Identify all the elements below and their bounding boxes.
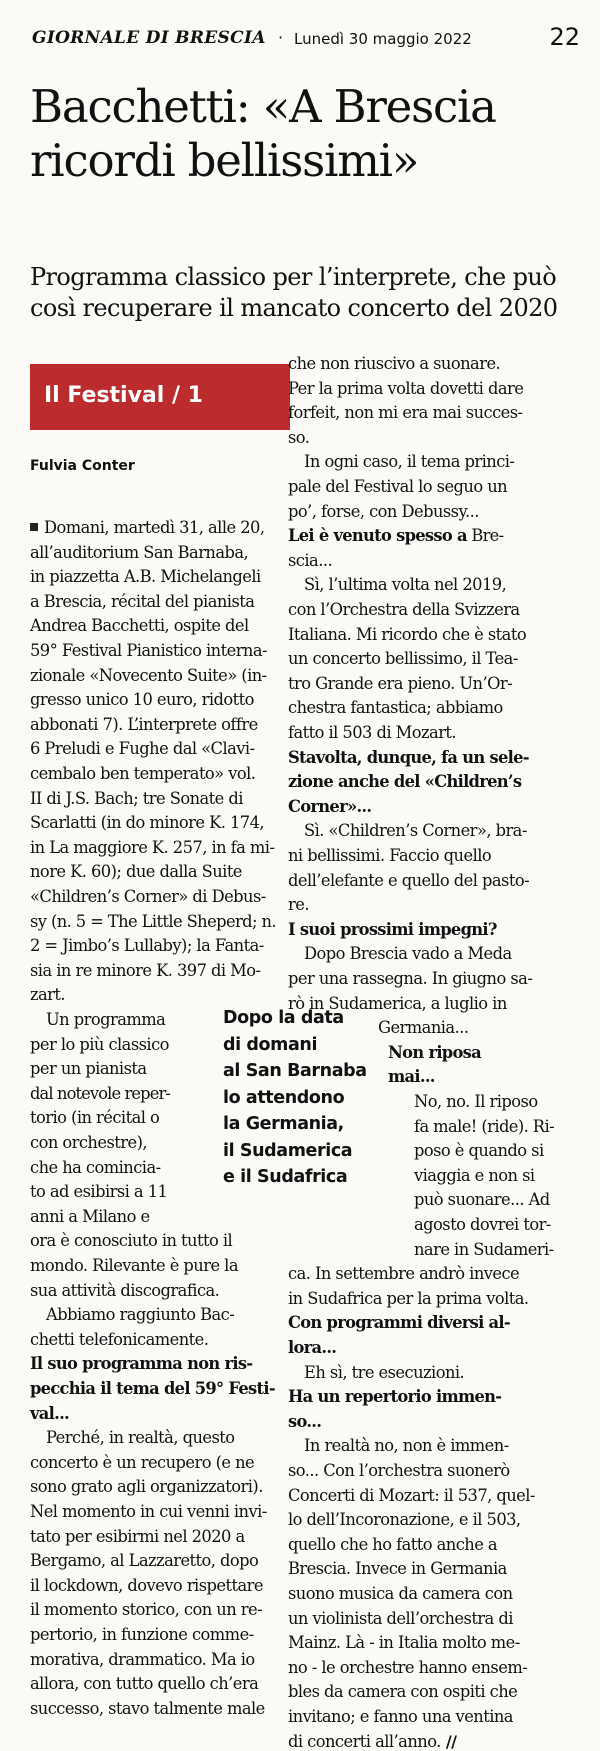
article-line-text: rò in Sudamerica, a luglio in — [288, 993, 507, 1013]
article-line-text: Bergamo, al Lazzaretto, dopo — [30, 1551, 259, 1571]
article-line — [288, 379, 523, 398]
article-line — [30, 641, 267, 660]
article-line-text: Scarlatti (in do minore K. 174, — [30, 813, 265, 833]
article-line — [288, 846, 491, 865]
article-line — [288, 1264, 519, 1283]
article-line-text: Perché, in realtà, questo — [46, 1428, 235, 1448]
article-line-text: il momento storico, con un re- — [30, 1600, 263, 1620]
article-line-text: sia in re minore K. 397 di Mo- — [30, 960, 261, 980]
article-line — [288, 1535, 497, 1554]
article-line — [288, 674, 512, 693]
article-line-text: il lockdown, dovevo rispettare — [30, 1575, 263, 1595]
article-line-text: poso è quando si — [414, 1141, 544, 1161]
headline-line: Bacchetti: «A Brescia — [30, 80, 496, 133]
article-line-text: un concerto bellissimo, il Tea- — [288, 649, 518, 669]
pull-quote — [223, 1005, 367, 1191]
article-line-text: che non riuscivo a suonare. — [288, 354, 501, 373]
article-line — [288, 1609, 513, 1628]
bullet-icon — [30, 523, 38, 531]
article-line-text: sy (n. 5 = The Little Sheperd; n. — [30, 911, 276, 931]
article-line — [30, 1650, 255, 1669]
article-line-text: agosto dovrei tor- — [414, 1215, 551, 1234]
article-line — [30, 616, 249, 635]
article-line-text: po’, forse, con Debussy... — [288, 501, 479, 521]
article-line-text: in Sudafrica per la prima volta. — [288, 1288, 529, 1308]
article-line-text: Nel momento in cui venni invi- — [30, 1502, 267, 1521]
article-line-text: abbonati 7). L’interprete offre — [30, 714, 258, 734]
article-line — [288, 625, 526, 644]
article-line — [304, 944, 512, 963]
article-line — [288, 1559, 507, 1578]
article-line-text: Lei è venuto spesso a — [288, 526, 467, 546]
article-line — [288, 1486, 535, 1505]
pull-quote-line: lo attendono — [223, 1087, 345, 1108]
article-line — [30, 518, 264, 537]
article-line — [414, 1215, 551, 1234]
article-line-text: «Children’s Corner» di Debus- — [30, 887, 266, 906]
article-line-text: In ogni caso, il tema princi- — [304, 452, 515, 472]
article-line-text: 59° Festival Pianistico interna- — [30, 641, 267, 660]
article-line-text: un violinista dell’orchestra di — [288, 1608, 513, 1628]
article-line — [288, 403, 523, 422]
article-line-text: con orchestre), — [30, 1133, 147, 1152]
pull-quote-line: la Germania, — [223, 1114, 344, 1134]
article-line-text: chetti telefonicamente. — [30, 1329, 209, 1349]
article-line — [30, 567, 261, 586]
article-line — [30, 1600, 262, 1619]
article-line — [30, 715, 258, 734]
article-line-text: per lo più classico — [30, 1034, 169, 1054]
article-line — [288, 1412, 321, 1431]
article-line — [30, 739, 255, 758]
article-line-text: forfeit, non mi era mai succes- — [288, 403, 523, 423]
article-line-text: morativa, drammatico. Ma io — [30, 1649, 255, 1669]
article-line — [30, 1059, 147, 1078]
article-line-text: Eh sì, tre esecuzioni. — [304, 1362, 465, 1382]
article-line — [30, 764, 255, 783]
article-line-text: lo dell’Incoronazione, e il 503, — [288, 1510, 521, 1530]
issue-date: Lunedì 30 maggio 2022 — [294, 30, 472, 48]
article-line-text: Bre- — [466, 526, 504, 546]
article-line — [288, 1510, 521, 1529]
article-line — [30, 1527, 245, 1546]
pull-quote-line: di domani — [223, 1034, 318, 1055]
pull-quote-line: e il Sudafrica — [223, 1167, 348, 1187]
article-line — [30, 936, 264, 955]
article-line — [30, 1453, 254, 1472]
article-line-text: zionale «Novecento Suite» (in- — [30, 665, 267, 685]
article-line-text: lora... — [288, 1338, 337, 1357]
article-line — [288, 772, 521, 791]
article-line — [288, 1461, 510, 1480]
article-line — [288, 1338, 336, 1357]
article-line — [304, 1436, 509, 1455]
article-line-text: tro Grande era pieno. Un’Or- — [288, 673, 513, 693]
article-line — [414, 1117, 554, 1136]
article-line — [288, 1584, 513, 1603]
article-line — [288, 1387, 501, 1406]
article-line — [288, 649, 518, 668]
article-line-text: scia... — [288, 550, 333, 570]
article-line-text: ni bellissimi. Faccio quello — [288, 846, 492, 865]
article-line — [30, 1158, 161, 1177]
article-line-text: pecchia il tema del 59° Festi- — [30, 1379, 275, 1398]
page-number: 22 — [549, 23, 580, 51]
article-line — [288, 502, 479, 521]
article-line-text: sono grato agli organizzatori). — [30, 1477, 263, 1497]
subheadline-line: Programma classico per l’interprete, che può — [30, 263, 557, 291]
article-line — [288, 1633, 520, 1652]
article-line — [30, 1674, 258, 1693]
article-line-text: Per la prima volta dovetti dare — [288, 378, 524, 398]
article-line-text: per un pianista — [30, 1059, 147, 1079]
article-line — [288, 477, 507, 496]
article-line — [288, 1313, 510, 1332]
article-line — [30, 838, 274, 857]
article-line-text: suono musica da camera con — [288, 1584, 513, 1603]
article-line — [304, 575, 506, 594]
article-line-text: so... — [288, 1411, 322, 1431]
article-line — [288, 698, 503, 717]
article-line — [414, 1166, 535, 1185]
article-line-text: Ha un repertorio immen- — [288, 1387, 502, 1407]
byline: Fulvia Conter — [30, 458, 135, 474]
section-tag-label: Il Festival / 1 — [44, 383, 203, 408]
article-line — [288, 895, 309, 914]
article-line-text: Un programma — [46, 1010, 166, 1029]
article-line — [288, 969, 532, 988]
subheadline-line: così recuperare il mancato concerto del 2020 — [30, 294, 558, 322]
article-line-text: Sì. «Children’s Corner», bra- — [304, 821, 527, 841]
article-line — [30, 1576, 263, 1595]
article-line-text: Mainz. Là - in Italia molto me- — [288, 1633, 520, 1653]
end-mark-icon: // — [440, 1731, 457, 1751]
article-line-text: ca. In settembre andrò invece — [288, 1264, 520, 1284]
article-line — [30, 789, 243, 808]
article-line-text: fatto il 503 di Mozart. — [288, 723, 457, 742]
article-line-text: pale del Festival lo seguo un — [288, 477, 508, 496]
article-line-text: in La maggiore K. 257, in fa mi- — [30, 837, 275, 857]
pull-quote-line: il Sudamerica — [223, 1140, 353, 1161]
article-line — [46, 1305, 234, 1324]
article-line — [30, 666, 267, 685]
header-separator: · — [278, 28, 284, 47]
article-line — [30, 813, 264, 832]
article-line-text: torio (in récital o — [30, 1108, 160, 1128]
article-line-text: che ha comincia- — [30, 1157, 161, 1177]
article-line — [288, 600, 520, 619]
article-line-text: mondo. Rilevante è pure la — [30, 1256, 238, 1275]
subheadline — [30, 262, 590, 324]
article-line-text: anni a Milano e — [30, 1206, 150, 1226]
article-line-text: cembalo ben temperato» vol. — [30, 764, 256, 783]
page-header — [32, 22, 582, 52]
headline — [30, 80, 590, 188]
article-line-text: pertorio, in funzione comme- — [30, 1625, 254, 1644]
article-line-text: Dopo Brescia vado a Meda — [304, 944, 512, 964]
article-line — [288, 797, 371, 816]
headline-line: ricordi bellissimi» — [30, 134, 419, 187]
article-line — [288, 551, 332, 570]
article-line-text: viaggia e non si — [414, 1165, 535, 1185]
article-line-text: Concerti di Mozart: il 537, quel- — [288, 1485, 535, 1505]
article-line — [30, 1182, 167, 1201]
article-line — [288, 1289, 529, 1308]
article-line-text: allora, con tutto quello ch’era — [30, 1674, 259, 1694]
article-line-text: to ad esibirsi a 11 — [30, 1182, 168, 1202]
article-line — [30, 1108, 159, 1127]
article-line-text: Germania... — [378, 1018, 469, 1038]
article-line — [288, 1658, 527, 1677]
article-line — [414, 1092, 538, 1111]
article-line-text: bles da camera con ospiti che — [288, 1682, 518, 1702]
article-line-text: successo, stavo talmente male — [30, 1698, 265, 1718]
article-line — [30, 961, 260, 980]
article-line-text: sua attività discografica. — [30, 1280, 220, 1300]
article-line-text: Non riposa — [388, 1042, 481, 1062]
article-line-text: I suoi prossimi impegni? — [288, 919, 497, 939]
article-line-text: gresso unico 10 euro, ridotto — [30, 690, 254, 710]
article-line-text: so... Con l’orchestra suonerò — [288, 1461, 510, 1480]
article-line — [30, 1477, 263, 1496]
article-line-text: no - le orchestre hanno ensem- — [288, 1657, 528, 1677]
article-line-text: re. — [288, 895, 309, 915]
article-line — [30, 1699, 265, 1718]
article-line-text: zione anche del «Children’s — [288, 772, 522, 792]
article-line-text: in piazzetta A.B. Michelangeli — [30, 567, 261, 587]
article-line-text: 6 Preludi e Fughe dal «Clavi- — [30, 739, 255, 759]
article-line — [30, 912, 276, 931]
article-line-text: zart. — [30, 985, 66, 1005]
article-line — [288, 1707, 513, 1726]
article-line-text: a Brescia, récital del pianista — [30, 591, 255, 611]
article-line-text: all’auditorium San Barnaba, — [30, 542, 249, 562]
article-line — [30, 1231, 232, 1250]
article-line-text: Il suo programma non ris- — [30, 1354, 253, 1374]
article-line — [288, 871, 529, 890]
article-line — [414, 1240, 554, 1259]
article-line-text: invitano; e fanno una ventina — [288, 1707, 513, 1726]
article-line-text: tato per esibirmi nel 2020 a — [30, 1526, 245, 1546]
article-line — [288, 354, 500, 373]
article-line — [30, 1133, 147, 1152]
article-line — [288, 428, 309, 447]
article-line — [30, 1256, 238, 1275]
article-line — [30, 985, 65, 1004]
article-line-text: 2 = Jimbo’s Lullaby); la Fanta- — [30, 936, 264, 956]
article-line-text: può suonare... Ad — [414, 1190, 550, 1210]
article-line-text: val... — [30, 1403, 69, 1423]
article-line-text: Sì, l’ultima volta nel 2019, — [304, 575, 507, 595]
article-line-text: ora è conosciuto in tutto il — [30, 1231, 233, 1251]
article-line-text: Italiana. Mi ricordo che è stato — [288, 624, 527, 644]
article-line — [388, 1067, 435, 1086]
article-line — [30, 543, 248, 562]
article-line — [30, 1502, 267, 1521]
article-line — [288, 1732, 456, 1751]
article-line — [46, 1428, 235, 1447]
article-line-text: Andrea Bacchetti, ospite del — [30, 616, 249, 636]
article-line — [30, 1354, 252, 1373]
article-line-text: nare in Sudameri- — [414, 1239, 554, 1259]
article-line — [30, 887, 266, 906]
article-line — [30, 1625, 254, 1644]
article-line — [46, 1010, 165, 1029]
article-line — [30, 1551, 258, 1570]
article-line — [30, 862, 242, 881]
article-line — [414, 1190, 550, 1209]
article-line-text: Corner»... — [288, 796, 372, 816]
article-line-text: con l’Orchestra della Svizzera — [288, 600, 520, 619]
article-line — [30, 1330, 208, 1349]
article-line-text: per una rassegna. In giugno sa- — [288, 969, 533, 988]
article-line — [414, 1141, 544, 1160]
article-line — [30, 1379, 275, 1398]
article-line — [288, 748, 529, 767]
article-line-text: so. — [288, 427, 310, 447]
article-line — [30, 1207, 150, 1226]
article-line — [288, 723, 456, 742]
article-line-text: di concerti all’anno. — [288, 1731, 441, 1751]
article-line-text: Con programmi diversi al- — [288, 1313, 510, 1333]
article-line-text: In realtà no, non è immen- — [304, 1436, 509, 1456]
article-line — [388, 1043, 481, 1062]
article-line — [304, 1363, 464, 1382]
article-line-text: dal notevole reper- — [30, 1083, 170, 1103]
article-line — [288, 1682, 517, 1701]
article-line-text: Abbiamo raggiunto Bac- — [46, 1305, 235, 1325]
publication-name: GIORNALE DI BRESCIA — [32, 28, 266, 48]
article-line-text: Domani, martedì 31, alle 20, — [44, 518, 265, 537]
article-line-text: dell’elefante e quello del pasto- — [288, 870, 530, 890]
article-line — [30, 592, 254, 611]
pull-quote-line: al San Barnaba — [223, 1061, 367, 1081]
article-line-text: chestra fantastica; abbiamo — [288, 698, 503, 718]
article-line-text: Brescia. Invece in Germania — [288, 1559, 507, 1579]
article-line — [378, 1018, 468, 1037]
article-line — [30, 1404, 69, 1423]
article-line — [30, 690, 254, 709]
article-line — [30, 1084, 170, 1103]
article-line — [30, 1035, 169, 1054]
article-line — [30, 1281, 219, 1300]
article-line — [288, 526, 503, 545]
article-line-text: mai... — [388, 1067, 435, 1087]
article-line-text: II di J.S. Bach; tre Sonate di — [30, 788, 243, 808]
article-line-text: No, no. Il riposo — [414, 1092, 538, 1111]
article-line-text: quello che ho fatto anche a — [288, 1534, 498, 1554]
article-line-text: Stavolta, dunque, fa un sele- — [288, 747, 529, 767]
pull-quote-line: Dopo la data — [223, 1008, 344, 1028]
article-line-text: concerto è un recupero (e ne — [30, 1452, 255, 1472]
article-line — [288, 920, 497, 939]
article-line-text: fa male! (ride). Ri- — [414, 1116, 554, 1136]
article-line — [304, 821, 527, 840]
article-line-text: nore K. 60); due dalla Suite — [30, 862, 242, 882]
article-line — [304, 452, 514, 471]
section-tag — [30, 364, 290, 430]
